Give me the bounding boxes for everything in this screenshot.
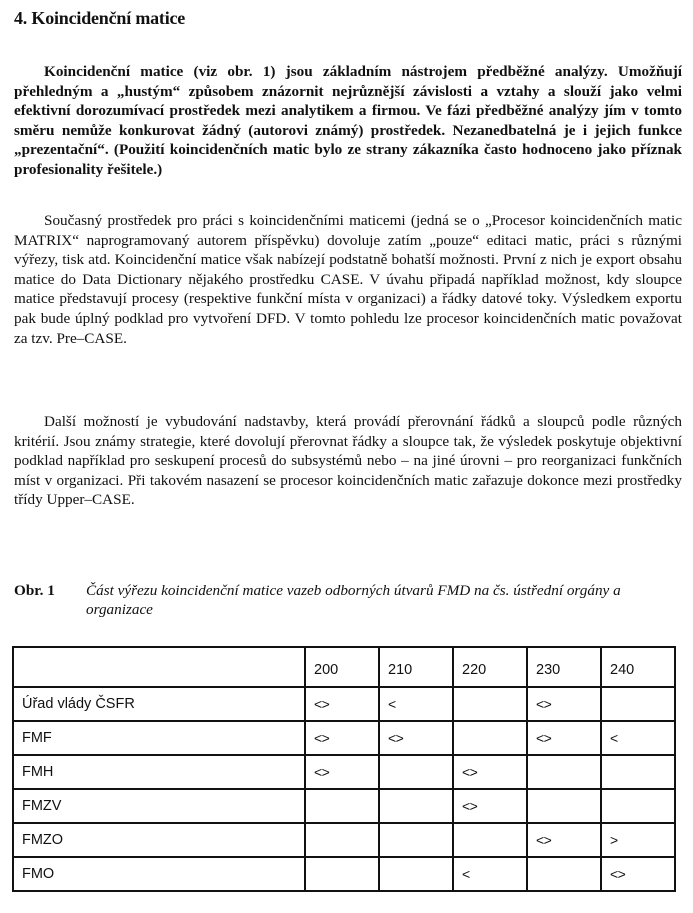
matrix-cell: < bbox=[601, 721, 675, 755]
matrix-header-row bbox=[13, 647, 675, 687]
matrix-cell: <> bbox=[527, 823, 601, 857]
figure-caption-text: Část výřezu koincidenční matice vazeb odborných útvarů FMD na čs. ústřední orgány a organizace bbox=[86, 582, 621, 618]
paragraph-1-text: Koincidenční matice (viz obr. 1) jsou základním nástrojem předběžné analýzy. Umožňují přehledným a „hustým“ způsobem znázornit nejrůznější závislosti a vztahy a slouží jako velmi efektivní dorozumívací prostředek mezi analytikem a firmou. Ve fázi předběžné analýzy jím v tomto směru nemůže konkurovat žádný (autorovi známý) prostředek. Nezanedbatelná je i jejich funkce „prezentační“. (Použití koincidenčních matic bylo ze strany zákazníka často hodnoceno jako příznak profesionality řešitele.) bbox=[14, 63, 682, 178]
matrix-row-label: FMZO bbox=[13, 823, 305, 857]
matrix-row bbox=[13, 721, 675, 755]
matrix-cell: <> bbox=[453, 755, 527, 789]
matrix-cell: > bbox=[601, 823, 675, 857]
matrix-cell bbox=[601, 789, 675, 823]
matrix-cell bbox=[453, 721, 527, 755]
matrix-column-header: 210 bbox=[379, 647, 453, 687]
matrix-row bbox=[13, 789, 675, 823]
matrix-row bbox=[13, 823, 675, 857]
matrix-column-header: 240 bbox=[601, 647, 675, 687]
matrix-cell bbox=[527, 755, 601, 789]
matrix-cell bbox=[453, 687, 527, 721]
coincidence-matrix-table bbox=[12, 646, 676, 892]
matrix-cell: <> bbox=[601, 857, 675, 891]
matrix-row bbox=[13, 857, 675, 891]
figure-caption bbox=[14, 581, 682, 619]
matrix-cell bbox=[527, 857, 601, 891]
matrix-row-label: FMZV bbox=[13, 789, 305, 823]
paragraph-2-text: Současný prostředek pro práci s koincidenčními maticemi (jedná se o „Procesor koincidenčních matic MATRIX“ naprogramovaný autorem příspěvku) dovoluje zatím „pouze“ editaci matic, práci s různými výřezy, tisk atd. Koincidenční matice však nabízejí podstatně bohatší možnosti. První z nich je export obsahu matice do Data Dictionary nějakého prostředku CASE. V úvahu připadá například možnost, kdy sloupce matice představují procesy (respektive funkční místa v organizaci) a řádky datové toky. Výsledkem exportu pak bude úplný podklad pro vytvoření DFD. V tomto pohledu lze procesor koincidenčních matic považovat za tzv. Pre–CASE. bbox=[14, 212, 682, 347]
matrix-cell bbox=[379, 755, 453, 789]
matrix-cell bbox=[379, 789, 453, 823]
paragraph-3-text: Další možností je vybudování nadstavby, která provádí přerovnání řádků a sloupců podle různých kritérií. Jsou známy strategie, které dovolují přerovnat řádky a sloupce tak, že výsledek poskytuje objektivní podklad například pro seskupení procesů do subsystémů nebo – na jiné úrovni – pro reorganizaci funkčních míst v organizaci. Při takovém nasazení se procesor koincidenčních matic zařazuje dokonce mezi prostředky třídy Upper–CASE. bbox=[14, 413, 682, 509]
matrix-cell bbox=[379, 823, 453, 857]
matrix-cell: <> bbox=[453, 789, 527, 823]
matrix-column-header: 200 bbox=[305, 647, 379, 687]
matrix-row-label: FMH bbox=[13, 755, 305, 789]
matrix-column-header: 220 bbox=[453, 647, 527, 687]
matrix-cell bbox=[453, 823, 527, 857]
matrix-cell bbox=[305, 823, 379, 857]
matrix-row bbox=[13, 687, 675, 721]
matrix-cell: <> bbox=[305, 687, 379, 721]
figure-label: Obr. 1 bbox=[14, 582, 55, 599]
section-heading: 4. Koincidenční matice bbox=[14, 8, 186, 28]
matrix-cell: <> bbox=[527, 687, 601, 721]
matrix-corner-cell bbox=[13, 647, 305, 687]
matrix-cell bbox=[601, 687, 675, 721]
matrix-row-label: FMO bbox=[13, 857, 305, 891]
matrix-cell: < bbox=[379, 687, 453, 721]
matrix-cell bbox=[379, 857, 453, 891]
matrix-row bbox=[13, 755, 675, 789]
matrix-column-header: 230 bbox=[527, 647, 601, 687]
matrix-cell bbox=[601, 755, 675, 789]
matrix-cell: < bbox=[453, 857, 527, 891]
matrix-row-label: Úřad vlády ČSFR bbox=[13, 687, 305, 721]
matrix-cell: <> bbox=[527, 721, 601, 755]
paragraph-1 bbox=[14, 62, 682, 180]
matrix-cell: <> bbox=[305, 755, 379, 789]
matrix-row-label: FMF bbox=[13, 721, 305, 755]
paragraph-3 bbox=[14, 412, 682, 510]
matrix-cell: <> bbox=[379, 721, 453, 755]
matrix-cell bbox=[305, 857, 379, 891]
matrix-cell bbox=[527, 789, 601, 823]
matrix-cell bbox=[305, 789, 379, 823]
matrix-cell: <> bbox=[305, 721, 379, 755]
paragraph-2 bbox=[14, 211, 682, 348]
